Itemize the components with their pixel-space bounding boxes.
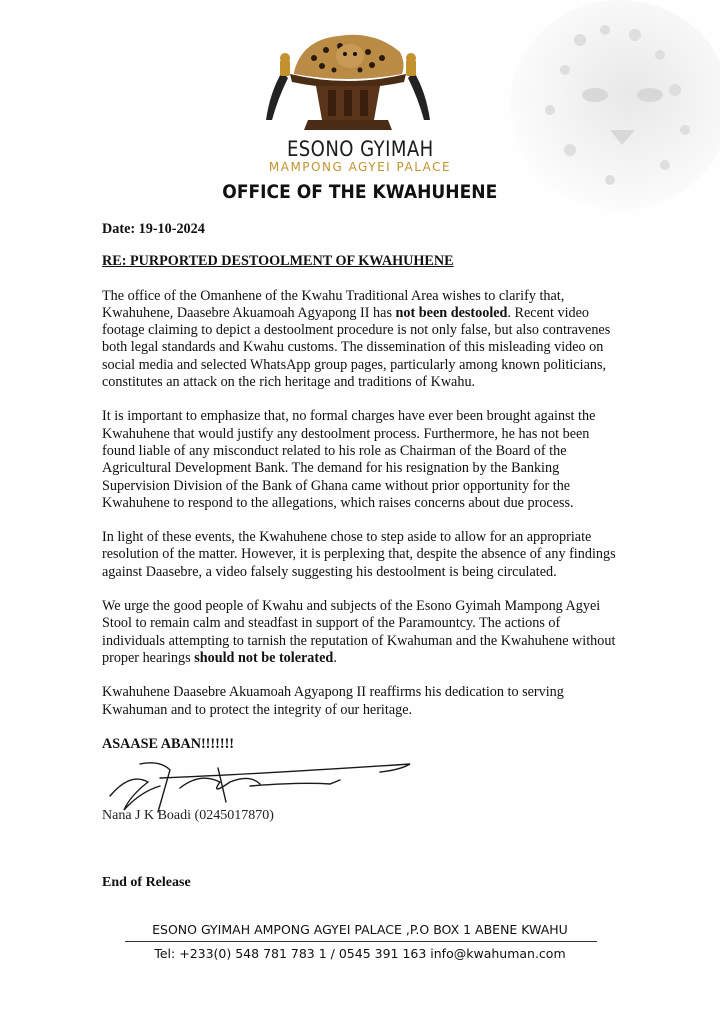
- closing-slogan: ASAASE ABAN!!!!!!!: [102, 735, 235, 752]
- office-title: OFFICE OF THE KWAHUHENE: [222, 181, 498, 203]
- palace-name: ESONO GYIMAH: [286, 137, 434, 161]
- paragraph-5: Kwahuhene Daasebre Akuamoah Agyapong II reaffirms his dedication to serving Kwahuman and to protect the integrity of our heritage.: [102, 684, 564, 718]
- paragraph-2: It is important to emphasize that, no formal charges have ever been brought against the Kwahuhene that would justify any destoolment process. Furthermore, he has not been found liable of any misconduct related to his role as Chairman of the Board of the Agricultural Development Bank. The demand for his resignation by the Banking Supervision Division of the Bank of Ghana came without prior opportunity for the Kwahuhene to respond to the allegations, which raises concerns about due process.: [102, 408, 596, 511]
- footer-divider: [125, 941, 597, 942]
- letter-body: [102, 221, 622, 753]
- signatory-name: Nana J K Boadi (0245017870): [102, 808, 274, 823]
- letter-subject: RE: PURPORTED DESTOOLMENT OF KWAHUHENE: [102, 253, 454, 270]
- paragraph-4: We urge the good people of Kwahu and subjects of the Esono Gyimah Mampong Agyei Stool to remain calm and steadfast in support of the Paramountcy. The actions of individuals attempting to tarnish the reputation of Kwahuman and the Kwahuhene without proper hearings should not be tolerated.: [102, 598, 616, 666]
- letter-date: Date: 19-10-2024: [102, 221, 205, 237]
- paragraph-3: In light of these events, the Kwahuhene chose to step aside to allow for an appropriate resolution of the matter. However, it is perplexing that, despite the absence of any findings against Daasebre, a video falsely suggesting his destoolment is being circulated.: [102, 529, 616, 580]
- footer-contact: Tel: +233(0) 548 781 783 1 / 0545 391 163 info@kwahuman.com: [154, 946, 566, 961]
- paragraph-1: The office of the Omanhene of the Kwahu Traditional Area wishes to clarify that, Kwahuhene, Daasebre Akuamoah Agyapong II has not been destooled. Recent video footage claiming to depict a destoolment procedure is not only false, but also contravenes both legal standards and Kwahu customs. The dissemination of this misleading video on social media and selected WhatsApp group pages, particularly among known politicians, constitutes an attack on the rich heritage and traditions of Kwahu.: [102, 287, 611, 391]
- end-of-release: End of Release: [102, 875, 191, 890]
- footer-address: ESONO GYIMAH AMPONG AGYEI PALACE ,P.O BOX 1 ABENE KWAHU: [152, 922, 568, 937]
- palace-subtitle: MAMPONG AGYEI PALACE: [268, 160, 452, 174]
- palace-crest-logo: [262, 2, 434, 142]
